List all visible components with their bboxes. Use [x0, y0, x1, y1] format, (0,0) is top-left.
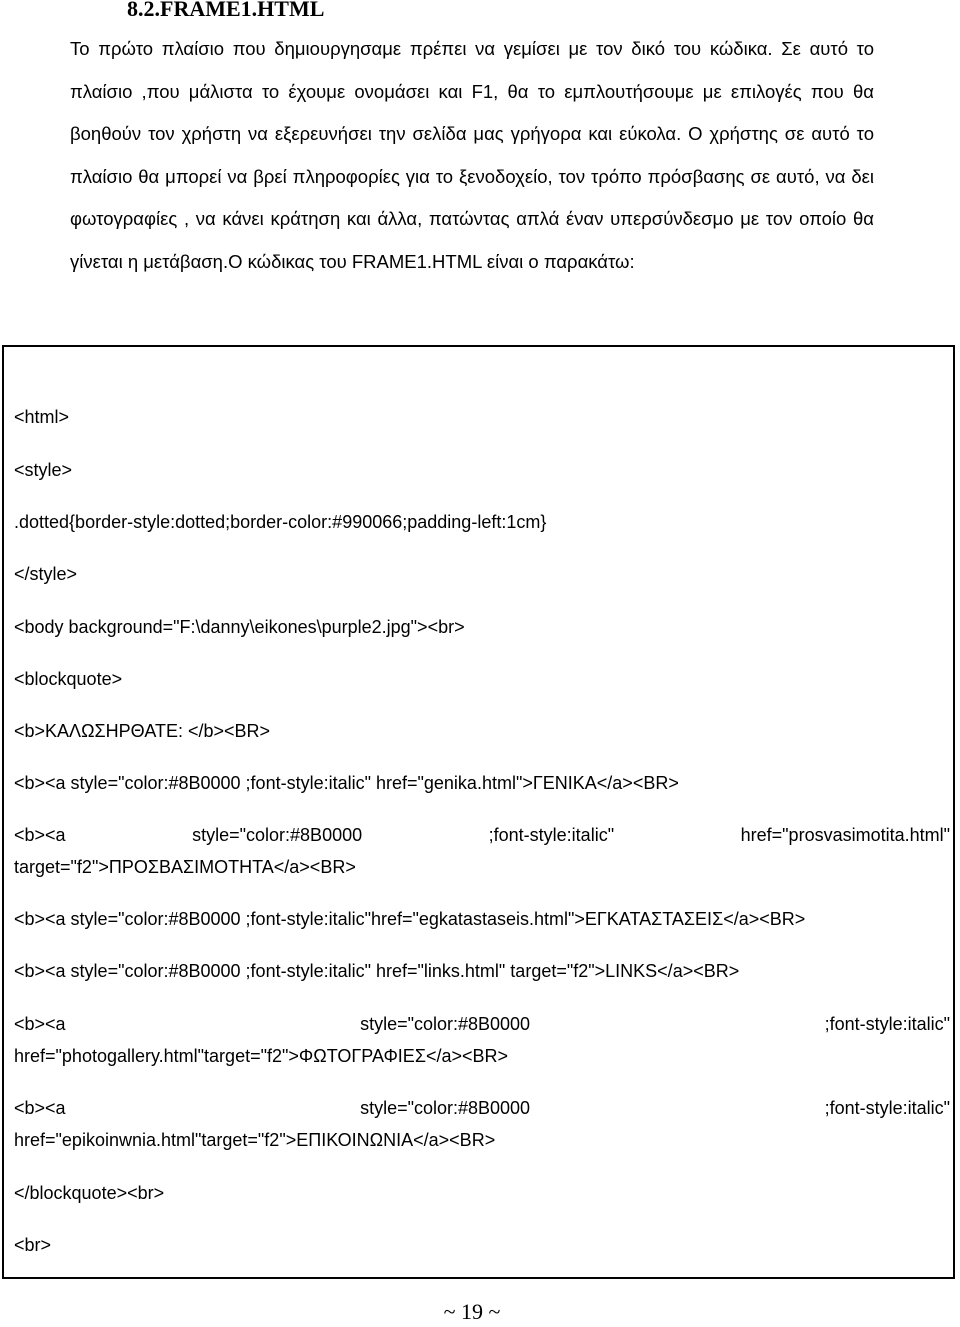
code-token: ;font-style:italic": [824, 1014, 950, 1034]
intro-paragraph: Το πρώτο πλαίσιο που δημιουργησαμε πρέπει να γεμίσει με τον δικό του κώδικα. Σε αυτό το πλαίσιο ,που μάλιστα το έχουμε ονομάσει και F1, θα το εμπλουτήσουμε με επιλογές που θα βοηθούν τον χρήστη να εξερευνήσει την σελίδα μας γρήγορα και εύκολα. Ο χρήστης σε αυτό το πλαίσιο θα μπορεί να βρεί πληροφορίες για το ξενοδοχείο, τον τρόπο πρόσβασης σε αυτό, να δει φωτογραφίες , να κάνει κράτηση και άλλα, πατώντας απλά έναν υπερσύνδεσμο με τον οποίο θα γίνεται η μετάβαση.Ο κώδικας του FRAME1.HTML είναι ο παρακάτω:: [70, 38, 874, 272]
code-row: target="f2">ΠΡΟΣΒΑΣΙΜΟΤΗΤΑ</a><BR>: [14, 857, 356, 877]
code-row: href="epikoinwnia.html"target="f2">ΕΠΙΚΟΙΝΩΝΙΑ</a><BR>: [14, 1130, 496, 1150]
code-line-css-rule: .dotted{border-style:dotted;border-color:#990066;padding-left:1cm}: [14, 512, 547, 532]
code-line-br: <br>: [14, 1235, 52, 1255]
code-row: [14, 819, 950, 851]
page-number: ~ 19 ~: [443, 1299, 501, 1324]
code-line-welcome: <b>ΚΑΛΩΣΗΡΘΑΤΕ: </b><BR>: [14, 721, 271, 741]
code-row: [14, 1092, 950, 1124]
code-line-prosvasimotita-link: [14, 819, 950, 883]
code-line-blockquote-close: </blockquote><br>: [14, 1183, 165, 1203]
code-token: <b><a: [14, 825, 66, 845]
code-listing-box: [2, 345, 955, 1279]
code-line-genika-link: <b><a style="color:#8B0000 ;font-style:italic" href="genika.html">ΓΕΝΙΚΑ</a><BR>: [14, 773, 679, 793]
code-line-body-open: <body background="F:\danny\eikones\purple2.jpg"><br>: [14, 617, 465, 637]
code-line-style-open: <style>: [14, 460, 73, 480]
code-line-blockquote-open: <blockquote>: [14, 669, 123, 689]
code-token: <b><a: [14, 1098, 66, 1118]
code-token: <b><a: [14, 1014, 66, 1034]
code-token: style="color:#8B0000: [360, 1014, 531, 1034]
code-token: style="color:#8B0000: [360, 1098, 531, 1118]
code-line-epikoinwnia-link: [14, 1092, 950, 1156]
code-token: style="color:#8B0000: [192, 825, 363, 845]
code-row: href="photogallery.html"target="f2">ΦΩΤΟΓΡΑΦΙΕΣ</a><BR>: [14, 1046, 509, 1066]
code-line-html-open: <html>: [14, 407, 70, 427]
code-token: ;font-style:italic": [824, 1098, 950, 1118]
code-line-photogallery-link: [14, 1008, 950, 1072]
code-line-style-close: </style>: [14, 564, 78, 584]
code-line-egkatastaseis-link: <b><a style="color:#8B0000 ;font-style:italic"href="egkatastaseis.html">ΕΓΚΑΤΑΣΤΑΣΕΙΣ</a><BR>: [14, 909, 806, 929]
code-row: [14, 1008, 950, 1040]
code-line-links-link: <b><a style="color:#8B0000 ;font-style:italic" href="links.html" target="f2">LINKS</a><BR>: [14, 961, 740, 981]
code-token: ;font-style:italic": [488, 825, 615, 845]
code-token: href="prosvasimotita.html": [740, 825, 950, 845]
section-heading: 8.2.FRAME1.HTML: [127, 0, 325, 21]
